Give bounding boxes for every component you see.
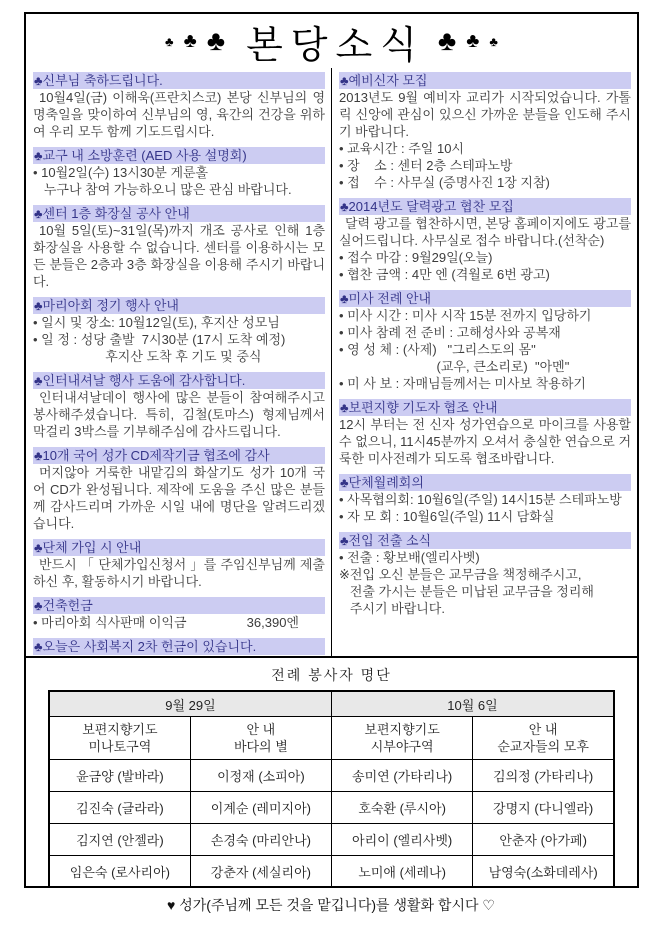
section-monthly-meetings	[339, 474, 631, 525]
roster-col-header-line: 보편지향기도	[82, 722, 158, 737]
section-header-second-collection: ♣오늘은 사회복지 2차 헌금이 있습니다.	[33, 638, 325, 655]
newsletter-page	[24, 12, 639, 888]
roster-col-header	[49, 717, 190, 760]
roster-area	[26, 658, 637, 888]
section-header-universal-prayer: ♣보편지향 기도자 협조 안내	[339, 399, 631, 416]
section-line: • 일 정 : 성당 출발 7시30분 (17시 도착 예정)	[33, 332, 286, 347]
section-line: 전출 가시는 분들은 미납된 교무금을 정리해	[339, 584, 594, 599]
section-calendar-ads	[339, 198, 631, 283]
section-line: • 협찬 금액 : 4만 엔 (격월로 6번 광고)	[339, 267, 550, 282]
roster-cell: 아리이 (엘리사벳)	[332, 824, 473, 856]
club-icon: ♣	[489, 33, 498, 49]
section-header-catechumen: ♣예비신자 모집	[339, 72, 631, 89]
page-title: 본당소식	[246, 24, 425, 67]
roster-col-header	[473, 717, 614, 760]
section-line: • 사목협의회: 10월6일(주일) 14시15분 스테파노방	[339, 492, 622, 507]
section-header-fire-drill: ♣교구 내 소방훈련 (AED 사용 설명회)	[33, 147, 325, 164]
roster-row	[49, 824, 614, 856]
newsletter-masthead	[26, 14, 637, 68]
section-line: • 일시 및 장소: 10월12일(토), 후지산 성모님	[33, 315, 280, 330]
section-header-group-join: ♣단체 가입 시 안내	[33, 539, 325, 556]
section-line: 주시기 바랍니다.	[339, 601, 445, 616]
roster-col-header-line: 미나토구역	[88, 739, 152, 754]
roster-col-header-line: 보편지향기도	[364, 722, 440, 737]
section-line: 10월4일(금) 이해욱(프란치스코) 본당 신부님의 영명축일을 맞이하여 신부님의 영, 육간의 건강을 위하여 우리 모두 함께 기도드립시다.	[33, 90, 325, 139]
roster-cell: 이정재 (소피아)	[190, 760, 331, 792]
section-line: 누구나 참여 가능하오니 많은 관심 바랍니다.	[33, 182, 292, 197]
roster-col-header-line: 시부야구역	[370, 739, 434, 754]
club-icon: ♣	[437, 25, 457, 56]
section-header-calendar-ads: ♣2014년도 달력광고 협찬 모집	[339, 198, 631, 215]
roster-col-header-line: 안 내	[528, 722, 558, 737]
roster-date-header: 10월 6일	[332, 691, 615, 717]
section-line: • 자 모 회 : 10월6일(주일) 11시 담화실	[339, 509, 555, 524]
roster-cell: 강춘자 (세실리아)	[190, 856, 331, 889]
roster-cell: 김의정 (가타리나)	[473, 760, 614, 792]
club-icon: ♣	[183, 30, 197, 52]
section-second-collection	[33, 638, 325, 655]
section-line: • 교육시간 : 주일 10시	[339, 141, 464, 156]
roster-row	[49, 792, 614, 824]
section-header-monthly-meetings: ♣단체월례회의	[339, 474, 631, 491]
section-line: 2013년도 9월 예비자 교리가 시작되었습니다. 가톨릭 신앙에 관심이 있으신 가까운 분들을 인도해 주시기 바랍니다.	[339, 90, 631, 139]
amount-label: • 마리아회 식사판매 이익금	[33, 615, 187, 630]
section-universal-prayer	[339, 399, 631, 467]
roster-cell: 강명지 (다니엘라)	[473, 792, 614, 824]
section-line: 머지않아 거룩한 내맡김의 화살기도 성가 10개 국어 CD가 완성됩니다. 제작에 도움을 주신 많은 분들께 감사드리며 가까운 시일 내에 명단을 알려드리겠습니다.	[33, 465, 325, 531]
section-line: 후지산 도착 후 기도 및 중식	[33, 349, 262, 364]
roster-date-header: 9월 29일	[49, 691, 332, 717]
amount-row	[33, 614, 325, 631]
roster-cell: 김지연 (안젤라)	[49, 824, 190, 856]
roster-cell: 안춘자 (아가페)	[473, 824, 614, 856]
roster-row	[49, 856, 614, 889]
roster-cell: 노미애 (세레나)	[332, 856, 473, 889]
roster-col-header-line: 순교자들의 모후	[497, 739, 589, 754]
section-line: • 영 성 체 : (사제) "그리스도의 몸"	[339, 342, 536, 357]
footer-note: ♥ 성가(주님께 모든 것을 맡깁니다)를 생활화 합시다 ♡	[167, 897, 495, 913]
roster-cell: 윤금양 (발바라)	[49, 760, 190, 792]
section-line: 반드시 「 단체가입신청서 」를 주임신부님께 제출하신 후, 활동하시기 바랍니다.	[33, 557, 325, 589]
section-line: 달력 광고를 협찬하시면, 본당 홈페이지에도 광고를 실어드립니다. 사무실로 접수 바랍니다.(선착순)	[339, 216, 631, 248]
roster-title: 전례 봉사자 명단	[271, 667, 392, 683]
amount-value: 36,390엔	[246, 615, 299, 630]
section-line: • 10월2일(수) 13시30분 게룬홀	[33, 165, 209, 180]
section-header-move-in-out: ♣전입 전출 소식	[339, 532, 631, 549]
section-header-maria-event: ♣마리아회 정기 행사 안내	[33, 297, 325, 314]
section-header-mass-liturgy: ♣미사 전례 안내	[339, 290, 631, 307]
section-line: • 미 사 보 : 자매님들께서는 미사보 착용하기	[339, 376, 586, 391]
section-header-restroom-construction: ♣센터 1층 화장실 공사 안내	[33, 205, 325, 222]
section-fire-drill	[33, 147, 325, 198]
section-line: 12시 부터는 전 신자 성가연습으로 마이크를 사용할 수 없으니, 11시45분까지 오셔서 충실한 연습으로 거룩한 미사전례가 되도록 협조바랍니다.	[339, 417, 631, 466]
roster-col-header	[332, 717, 473, 760]
section-line: • 미사 참례 전 준비 : 고해성사와 공복재	[339, 325, 561, 340]
roster-cell: 손경숙 (마리안나)	[190, 824, 331, 856]
section-line: • 장 소 : 센터 2층 스테파노방	[339, 158, 513, 173]
section-maria-event	[33, 297, 325, 365]
roster-col-header	[190, 717, 331, 760]
roster-col-header-line: 안 내	[246, 722, 276, 737]
section-building-fund	[33, 597, 325, 631]
roster-cell: 호숙환 (루시아)	[332, 792, 473, 824]
section-line: • 전출 : 황보배(엘리사벳)	[339, 550, 480, 565]
club-icon: ♣	[165, 33, 174, 49]
section-line: 10월 5일(토)~31일(목)까지 개조 공사로 인해 1층 화장실을 사용할 수 없습니다. 센터를 이용하시는 모든 분들은 2층과 3층 화장실을 이용해 주시기 바랍니다.	[33, 223, 325, 289]
right-column	[332, 68, 637, 656]
section-catechumen	[339, 72, 631, 191]
news-columns	[26, 68, 637, 658]
section-header-building-fund: ♣건축헌금	[33, 597, 325, 614]
section-header-international-thanks: ♣인터내셔날 행사 도움에 감사합니다.	[33, 372, 325, 389]
section-line: (교우, 큰소리로) "아멘"	[339, 359, 570, 374]
section-mass-liturgy	[339, 290, 631, 392]
club-icon: ♣	[206, 25, 226, 56]
section-line: • 미사 시간 : 미사 시작 15분 전까지 입당하기	[339, 308, 592, 323]
section-move-in-out	[339, 532, 631, 617]
roster-col-header-line: 바다의 별	[233, 739, 288, 754]
section-international-thanks	[33, 372, 325, 440]
roster-cell: 송미연 (가타리나)	[332, 760, 473, 792]
section-priest-feast	[33, 72, 325, 140]
roster-cell: 임은숙 (로사리아)	[49, 856, 190, 889]
roster-cell: 김진숙 (글라라)	[49, 792, 190, 824]
roster-row	[49, 760, 614, 792]
roster-cell: 이계순 (레미지아)	[190, 792, 331, 824]
section-line: • 접수 마감 : 9월29일(오늘)	[339, 250, 493, 265]
section-group-join	[33, 539, 325, 590]
left-column	[26, 68, 332, 656]
section-line: ※전입 오신 분들은 교무금을 책정해주시고,	[339, 567, 582, 582]
club-icon: ♣	[466, 30, 480, 52]
liturgy-roster-table	[48, 690, 615, 888]
section-header-priest-feast: ♣신부님 축하드립니다.	[33, 72, 325, 89]
section-cd-fund-thanks	[33, 447, 325, 532]
section-header-cd-fund-thanks: ♣10개 국어 성가 CD제작기금 협조에 감사	[33, 447, 325, 464]
section-line: • 접 수 : 사무실 (증명사진 1장 지참)	[339, 175, 550, 190]
section-line: 인터내셔날데이 행사에 많은 분들이 참여해주시고 봉사해주셨습니다. 특히, 김철(토마스) 형제님께서 막걸리 3박스를 기부해주심에 감사드립니다.	[33, 390, 325, 439]
roster-cell: 남영숙(소화데레사)	[473, 856, 614, 889]
section-restroom-construction	[33, 205, 325, 290]
